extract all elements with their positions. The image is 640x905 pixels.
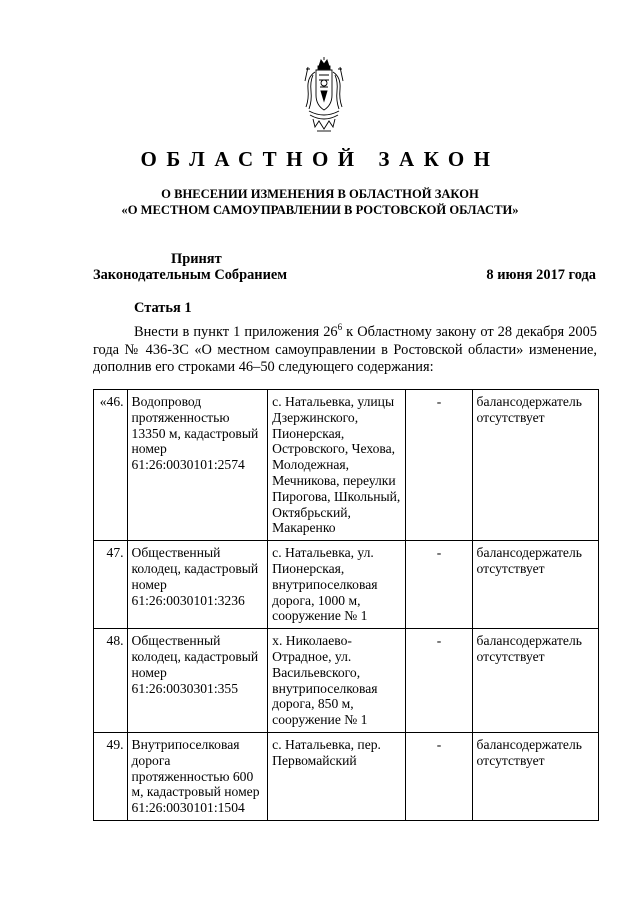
empty-value-cell: - <box>405 732 472 820</box>
row-number-cell: 48. <box>94 629 128 733</box>
law-title: ОБЛАСТНОЙ ЗАКОН <box>140 147 500 171</box>
article-text-start: Внести в пункт 1 приложения 26 <box>134 324 338 340</box>
row-number-cell: 47. <box>94 541 128 629</box>
empty-value-cell: - <box>405 629 472 733</box>
article-text <box>93 324 597 377</box>
object-address-cell: с. Натальевка, улицы Дзержинского, Пионерская, Островского, Чехова, Молодежная, Мечникова, переулки Пирогова, Школьный, Октябрьский, Макаренко <box>268 390 405 541</box>
object-name-cell: Общественный колодец, кадастровый номер 61:26:0030101:3236 <box>127 541 268 629</box>
balance-holder-cell: балансодержатель отсутствует <box>472 732 598 820</box>
subtitle-line-1: О ВНЕСЕНИИ ИЗМЕНЕНИЯ В ОБЛАСТНОЙ ЗАКОН <box>161 187 479 201</box>
balance-holder-cell: балансодержатель отсутствует <box>472 629 598 733</box>
adoption-date: 8 июня 2017 года <box>486 267 596 283</box>
property-table <box>93 389 599 821</box>
subtitle-line-2: «О МЕСТНОМ САМОУПРАВЛЕНИИ В РОСТОВСКОЙ ОБЛАСТИ» <box>121 203 519 217</box>
article-heading: Статья 1 <box>134 300 192 316</box>
article-superscript: 6 <box>337 322 343 332</box>
adopted-by: Законодательным Собранием <box>93 267 288 283</box>
row-number-cell: «46. <box>94 390 128 541</box>
empty-value-cell: - <box>405 541 472 629</box>
coat-of-arms-icon <box>303 57 345 133</box>
object-address-cell: с. Натальевка, ул. Пионерская, внутрипоселковая дорога, 1000 м, сооружение № 1 <box>268 541 405 629</box>
object-name-cell: Водопровод протяженностью 13350 м, кадастровый номер 61:26:0030101:2574 <box>127 390 268 541</box>
table-row <box>94 541 599 629</box>
object-name-cell: Внутрипоселковая дорога протяженностью 600 м, кадастровый номер 61:26:0030101:1504 <box>127 732 268 820</box>
balance-holder-cell: балансодержатель отсутствует <box>472 541 598 629</box>
table-row <box>94 732 599 820</box>
row-number-cell: 49. <box>94 732 128 820</box>
adopted-label: Принят <box>171 251 222 267</box>
table-row <box>94 629 599 733</box>
table-row <box>94 390 599 541</box>
empty-value-cell: - <box>405 390 472 541</box>
property-table-body <box>94 390 599 821</box>
object-address-cell: с. Натальевка, пер. Первомайский <box>268 732 405 820</box>
law-subtitle <box>0 186 640 218</box>
article-text-end: к Областному закону от 28 декабря 2005 года № 436-ЗС «О местном самоуправлении в Ростовской области» изменение, дополнив его строками 46–50 следующего содержания: <box>93 324 597 375</box>
object-name-cell: Общественный колодец, кадастровый номер 61:26:0030301:355 <box>127 629 268 733</box>
balance-holder-cell: балансодержатель отсутствует <box>472 390 598 541</box>
object-address-cell: х. Николаево-Отрадное, ул. Васильевского, внутрипоселковая дорога, 850 м, сооружение № 1 <box>268 629 405 733</box>
